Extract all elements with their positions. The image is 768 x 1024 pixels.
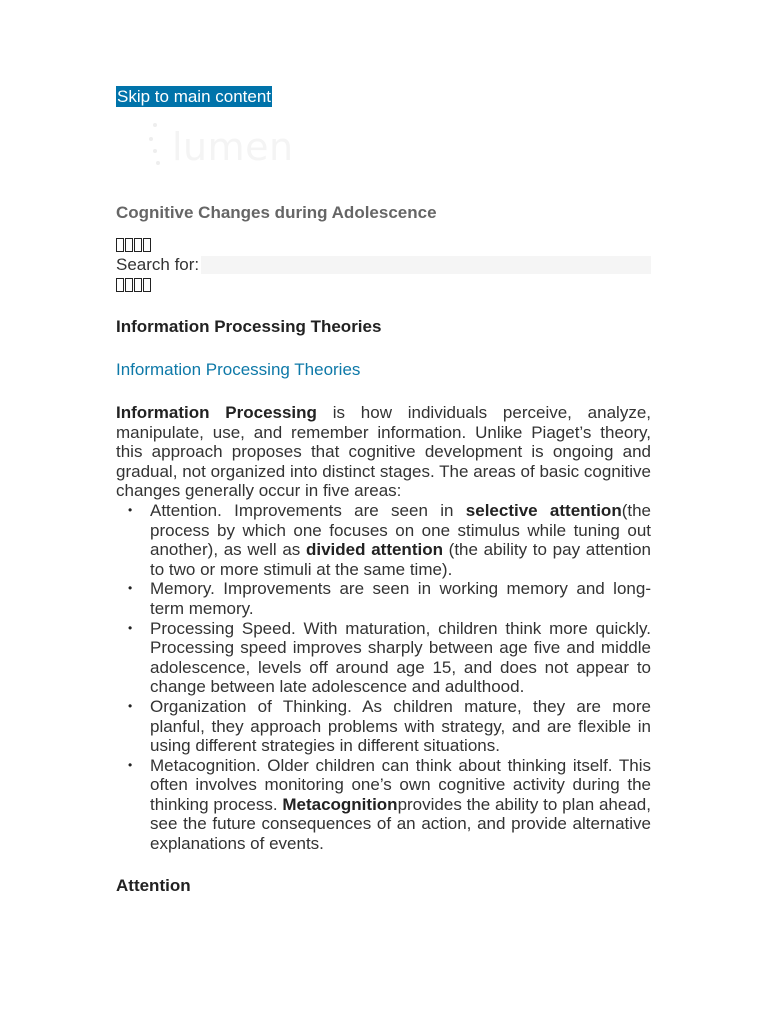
list-item-text: Organization of Thinking. As children mature, they are more planful, they approach problems with strategy, and are flexible in using different strategies in different situations. <box>150 696 651 756</box>
key-term: divided attention <box>306 540 443 560</box>
missing-glyph-icon <box>116 278 124 292</box>
missing-glyph-icon <box>125 278 133 292</box>
page-content <box>116 86 651 896</box>
site-logo[interactable] <box>146 115 296 175</box>
missing-glyph-row <box>116 275 651 295</box>
list-item-text: provides the ability to plan ahead, see the future consequences of an action, and provide alternative explanations of events. <box>150 794 651 854</box>
list-item-text: (the ability to pay attention to two or more stimuli at the same time). <box>150 540 651 579</box>
missing-glyph-icon <box>143 238 151 252</box>
bullet-icon: • <box>128 620 133 635</box>
bullet-icon: • <box>128 757 133 772</box>
bullet-icon: • <box>128 502 133 517</box>
list-item <box>128 579 651 618</box>
intro-paragraph <box>116 403 651 501</box>
chapter-link[interactable]: Information Processing Theories <box>116 360 361 379</box>
search-form <box>116 255 651 275</box>
missing-glyph-icon <box>116 238 124 252</box>
list-item-text: (the process by which one focuses on one stimulus while tuning out another), as well as <box>150 500 651 560</box>
missing-glyph-row <box>116 235 651 255</box>
missing-glyph-icon <box>134 238 142 252</box>
list-item <box>128 618 651 697</box>
logo-wordmark: lumen <box>172 125 294 169</box>
site-title[interactable]: Cognitive Changes during Adolescence <box>116 203 437 222</box>
missing-glyph-icon <box>125 238 133 252</box>
missing-glyph-icon <box>143 278 151 292</box>
skip-to-content-link[interactable]: Skip to main content <box>117 87 272 106</box>
list-item-text: Attention. Improvements are seen in <box>150 500 466 520</box>
bullet-icon: • <box>128 581 133 596</box>
chapter-heading: Information Processing Theories <box>116 317 382 336</box>
lumen-logo-icon <box>146 119 164 167</box>
list-item <box>128 500 651 579</box>
key-term: Metacognition <box>282 794 398 814</box>
attention-heading: Attention <box>116 875 191 895</box>
list-item <box>128 755 651 854</box>
search-input[interactable] <box>201 256 651 274</box>
list-item-text: Processing Speed. With maturation, children think more quickly. Processing speed improves sharply between age five and middle adolescence, levels off around age 15, and does not appear to change between late adolescence and adulthood. <box>150 618 651 697</box>
key-term: selective attention <box>465 500 622 520</box>
cognitive-areas-list <box>116 501 651 854</box>
intro-term: Information Processing <box>116 403 317 422</box>
list-item-text: Memory. Improvements are seen in working memory and long-term memory. <box>150 579 651 618</box>
list-item <box>128 696 651 756</box>
missing-glyph-icon <box>134 278 142 292</box>
list-item-text: Metacognition. Older children can think about thinking itself. This often involves monitoring one’s own cognitive activity during the thinking process. <box>150 755 651 814</box>
intro-text: is how individuals perceive, analyze, manipulate, use, and remember information. Unlike Piaget’s theory, this approach proposes that cognitive development is ongoing and gradual, not organized into distinct stages. The areas of basic cognitive changes generally occur in five areas: <box>116 403 651 501</box>
search-label: Search for: <box>116 255 200 274</box>
bullet-icon: • <box>128 698 133 713</box>
